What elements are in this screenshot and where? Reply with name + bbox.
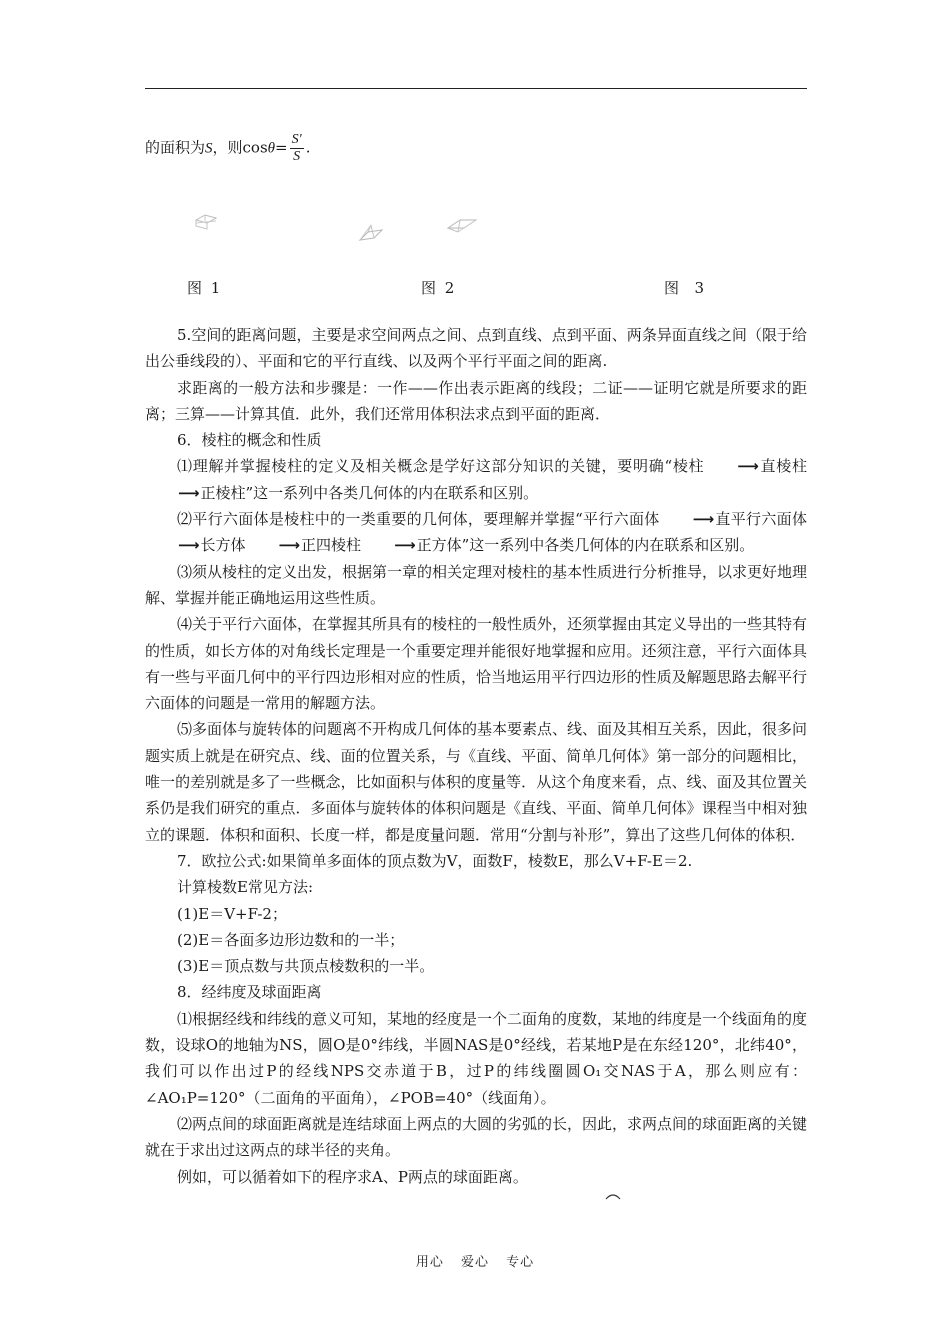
document-body [145,322,807,1190]
formula-period: . [305,138,311,157]
item-1-text-c: 正棱柱”这一系列中各类几何体的内在联系和区别。 [200,483,539,502]
figure-1-caption: 图 1 [187,279,223,297]
formula-middle: ，则 [212,138,243,157]
section-7-title: 7．欧拉公式:如果简单多面体的顶点数为V，面数F，棱数E，那么V+F-E＝2. [177,851,693,870]
section-5-method: 求距离的一般方法和步骤是：一作——作出表示距离的线段；二证——证明它就是所要求的距离；三算——计算其值．此外，我们还常用体积法求点到平面的距离． [145,378,807,423]
formula-s-symbol: S [205,140,213,157]
header-rule [145,88,807,89]
section-5-distance: 5.空间的距离问题，主要是求空间两点之间、点到直线、点到平面、两条异面直线之间（限于给出公垂线段的）、平面和它的平行直线、以及两个平行平面之间的距离. [145,326,807,371]
formula-theta: θ [267,140,276,157]
section-7-subtitle: 计算棱数E常见方法: [177,878,314,897]
item-2-text-d: 正四棱柱 [301,536,362,555]
footer-word-1: 用心 [415,1255,444,1270]
formula-cos: cos [242,138,268,157]
section-6-item-4: ⑷关于平行六面体，在掌握其所具有的棱柱的一般性质外，还须掌握由其定义导出的一些其特有的性质，如长方体的对角线长定理是一个重要定理并能很好地掌握和应用。还须注意，平行六面体具有一些与平面几何中的平行四边形相对应的性质，恰当地运用平行四边形的性质及解题思路去解平行六面体的问题是一常用的解题方法。 [145,615,808,713]
section-8-item-2: ⑵两点间的球面距离就是连结球面上两点的大圆的劣弧的长，因此，求两点间的球面距离的关键就在于求出过这两点的球半径的夹角。 [145,1114,808,1160]
section-6-item-2 [145,506,807,559]
formula-prefix: 的面积为 [145,138,206,157]
item-1-text-b: 直棱柱 [759,457,807,476]
section-6-item-1 [145,453,807,506]
arrow-icon: ⟶ [178,483,200,502]
arrow-icon: ⟶ [692,510,715,529]
item-2-text-c: 长方体 [200,536,246,555]
footer-word-2: 爱心 [460,1255,489,1270]
section-8-title: 8．经纬度及球面距离 [177,983,322,1002]
figure-2-caption: 图 2 [421,279,457,297]
arrow-icon: ⟶ [278,536,301,555]
section-6-item-3: ⑶须从棱柱的定义出发，根据第一章的相关定理对棱柱的基本性质进行分析推导，以求更好地理解、掌握并能正确地运用这些性质。 [145,562,808,607]
fraction-numerator: S′ [291,132,302,147]
arrow-icon: ⟶ [394,536,416,555]
figure-3-drawing [444,214,480,236]
area-cosine-formula [145,132,310,165]
section-7-method-3: (3)E＝顶点数与共顶点棱数积的一半。 [177,957,435,976]
section-6-title: 6．棱柱的概念和性质 [177,431,322,450]
formula-fraction [290,132,304,165]
item-2-text-a: ⑵平行六面体是棱柱中的一类重要的几何体，要理解并掌握“平行六面体 [177,510,660,529]
item-2-text-e: 正方体”这一系列中各类几何体的内在联系和区别。 [416,536,755,555]
formula-equals: = [275,138,288,157]
section-7-method-1: (1)E＝V+F-2； [177,904,287,923]
arrow-icon: ⟶ [178,536,200,555]
item-1-text-a: ⑴理解并掌握棱柱的定义及相关概念是学好这部分知识的关键，要明确“棱柱 [177,457,705,476]
item-2-text-b: 直平行六面体 [715,510,807,529]
figure-1-drawing [193,212,219,232]
section-8-example: 例如，可以循着如下的程序求A、P两点的球面距离。 [177,1167,528,1186]
fraction-denominator: S [293,149,301,164]
section-8-item-1: ⑴根据经线和纬线的意义可知，某地的经度是一个二面角的度数，某地的纬度是一个线面角的度数，设球O的地轴为NS，圆O是0°纬线，半圆NAS是0°经线，若某地P是在东经120°，北纬40°，我们可以作出过P的经线NPS交赤道于B，过P的纬线圈圆O₁交NAS于A，那么则应有：∠AO₁P=120°（二面角的平面角），∠POB=40°（线面角）。 [145,1009,808,1107]
figure-3-caption: 图 3 [664,279,707,297]
page-footer [0,1251,950,1270]
section-6-item-5: ⑸多面体与旋转体的问题离不开构成几何体的基本要素点、线、面及其相互关系，因此，很多问题实质上就是在研究点、线、面的位置关系，与《直线、平面、简单几何体》第一部分的问题相比，唯一的差别就是多了一些概念，比如面积与体积的度量等．从这个角度来看，点、线、面及其位置关系仍是我们研究的重点．多面体与旋转体的体积问题是《直线、平面、简单几何体》课程当中相对独立的课题．体积和面积、长度一样，都是度量问题．常用“分割与补形”，算出了这些几何体的体积． [145,720,808,844]
arrow-icon: ⟶ [737,457,759,476]
arc-symbol-icon [604,1192,622,1200]
footer-word-3: 专心 [506,1255,535,1270]
section-7-method-2: (2)E＝各面多边形边数和的一半； [177,930,405,949]
figure-2-drawing [356,222,386,246]
